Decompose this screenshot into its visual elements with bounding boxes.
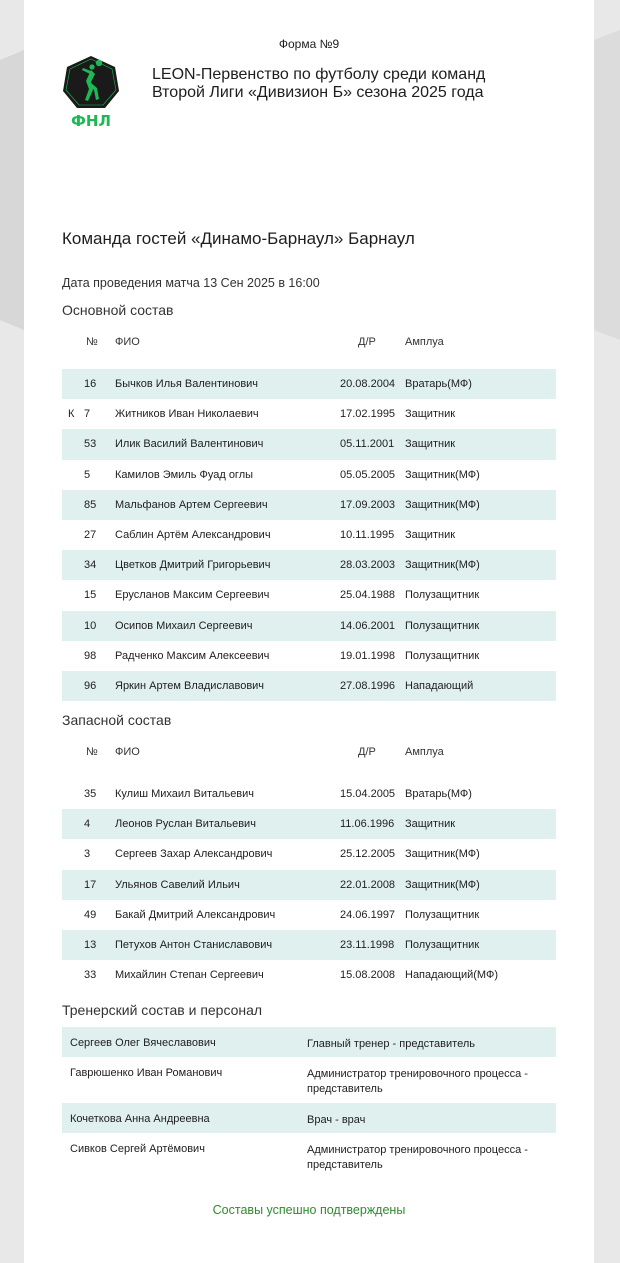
player-name: Саблин Артём Александрович <box>115 528 271 541</box>
player-position: Защитник <box>405 438 456 451</box>
staff-role: Врач - врач <box>307 1114 366 1126</box>
table-row <box>62 960 556 990</box>
player-position: Защитник(МФ) <box>405 468 480 481</box>
main-lineup-table <box>62 369 556 701</box>
player-name: Ульянов Савелий Ильич <box>115 878 240 891</box>
staff-row <box>62 1103 556 1133</box>
staff-name: Сивков Сергей Артёмович <box>70 1143 205 1155</box>
player-number: 49 <box>84 908 97 921</box>
col-dob: Д/Р <box>358 336 376 348</box>
player-name: Мальфанов Артем Сергеевич <box>115 498 268 511</box>
player-name: Осипов Михаил Сергеевич <box>115 619 253 632</box>
player-position: Защитник(МФ) <box>405 848 480 861</box>
logo-text: ФНЛ <box>71 112 111 130</box>
player-name: Бычков Илья Валентинович <box>115 378 259 390</box>
player-position: Полузащитник <box>405 649 480 662</box>
table-row <box>62 839 556 869</box>
player-position: Полузащитник <box>405 619 480 632</box>
table-row <box>62 870 556 900</box>
player-position: Защитник <box>405 528 456 541</box>
table-row <box>62 490 556 520</box>
player-name: Житников Иван Николаевич <box>115 408 259 421</box>
player-number: 4 <box>84 818 91 831</box>
player-name: Леонов Руслан Витальевич <box>115 818 256 831</box>
col-position: Амплуа <box>405 746 444 758</box>
player-dob: 15.04.2005 <box>340 788 396 800</box>
col-name: ФИО <box>115 336 140 348</box>
main-lineup-title: Основной состав <box>62 302 174 318</box>
player-position: Полузащитник <box>405 908 480 921</box>
player-position: Нападающий(МФ) <box>405 969 498 982</box>
player-position: Вратарь(МФ) <box>405 788 472 800</box>
player-dob: 17.02.1995 <box>340 408 396 421</box>
table-row <box>62 399 556 429</box>
player-position: Полузащитник <box>405 589 480 602</box>
player-dob: 10.11.1995 <box>340 528 395 541</box>
player-position: Защитник(МФ) <box>405 498 480 511</box>
player-dob: 27.08.1996 <box>340 679 396 692</box>
player-name: Сергеев Захар Александрович <box>115 848 273 861</box>
player-number: 13 <box>84 938 97 951</box>
fnl-logo <box>61 54 121 130</box>
player-position: Защитник(МФ) <box>405 878 480 891</box>
table-row <box>62 671 556 701</box>
lineup-card <box>24 0 594 1263</box>
table-row <box>62 369 556 399</box>
player-number: 85 <box>84 498 97 511</box>
form-number: Форма №9 <box>278 37 340 51</box>
table-row <box>62 611 556 641</box>
match-date: Дата проведения матча 13 Сен 2025 в 16:00 <box>62 276 320 290</box>
player-number: 7 <box>84 408 91 421</box>
player-name: Бакай Дмитрий Александрович <box>115 908 276 921</box>
table-row <box>62 930 556 960</box>
league-title-line-1: LEON-Первенство по футболу среди команд <box>152 66 486 83</box>
staff-name: Сергеев Олег Вячеславович <box>70 1037 216 1049</box>
player-name: Кулиш Михаил Витальевич <box>115 788 255 800</box>
player-dob: 24.06.1997 <box>340 908 396 921</box>
staff-role: Главный тренер - представитель <box>307 1038 475 1050</box>
player-position: Нападающий <box>405 679 474 692</box>
player-position: Вратарь(МФ) <box>405 378 472 390</box>
league-title <box>152 66 572 102</box>
player-dob: 14.06.2001 <box>340 619 396 632</box>
col-position: Амплуа <box>405 336 444 348</box>
col-dob: Д/Р <box>358 746 376 758</box>
team-title: Команда гостей «Динамо-Барнаул» Барнаул <box>62 229 415 248</box>
player-dob: 22.01.2008 <box>340 878 396 891</box>
player-dob: 17.09.2003 <box>340 498 396 511</box>
table-row <box>62 779 556 809</box>
player-dob: 11.06.1996 <box>340 818 395 831</box>
staff-name: Гаврюшенко Иван Романович <box>70 1067 223 1079</box>
table-row <box>62 550 556 580</box>
player-number: 16 <box>84 378 97 390</box>
player-position: Защитник <box>405 818 456 831</box>
player-position: Полузащитник <box>405 938 480 951</box>
staff-table <box>62 1027 556 1179</box>
subs-header <box>62 746 556 766</box>
player-dob: 20.08.2004 <box>340 378 396 390</box>
player-number: 34 <box>84 559 97 572</box>
player-number: 5 <box>84 468 91 481</box>
staff-role: Администратор тренировочного процесса - представитель <box>307 1144 528 1171</box>
subs-title: Запасной состав <box>62 712 172 728</box>
player-number: 27 <box>84 528 97 541</box>
player-name: Михайлин Степан Сергеевич <box>115 969 264 982</box>
col-name: ФИО <box>115 746 140 758</box>
player-dob: 23.11.1998 <box>340 938 395 951</box>
player-name: Илик Василий Валентинович <box>115 438 264 451</box>
table-row <box>62 520 556 550</box>
player-name: Яркин Артем Владиславович <box>115 679 265 692</box>
player-number: 98 <box>84 649 97 662</box>
staff-title: Тренерский состав и персонал <box>62 1002 263 1018</box>
player-name: Ерусланов Максим Сергеевич <box>115 589 270 602</box>
player-dob: 05.11.2001 <box>340 438 395 451</box>
player-dob: 25.04.1988 <box>340 589 396 602</box>
confirmation-message: Составы успешно подтверждены <box>212 1203 406 1217</box>
player-dob: 19.01.1998 <box>340 649 396 662</box>
col-number: № <box>86 336 98 348</box>
subs-table <box>62 779 556 990</box>
player-name: Петухов Антон Станиславович <box>115 938 273 951</box>
player-number: 53 <box>84 438 97 451</box>
player-number: 96 <box>84 679 97 692</box>
player-number: 3 <box>84 848 91 861</box>
table-row <box>62 900 556 930</box>
player-dob: 05.05.2005 <box>340 468 396 481</box>
player-number: 15 <box>84 589 97 602</box>
table-row <box>62 641 556 671</box>
staff-name: Кочеткова Анна Андреевна <box>70 1113 210 1125</box>
table-row <box>62 580 556 610</box>
staff-role: Администратор тренировочного процесса - представитель <box>307 1068 528 1095</box>
player-name: Цветков Дмитрий Григорьевич <box>115 559 271 572</box>
player-number: 17 <box>84 878 97 891</box>
player-number: 35 <box>84 788 97 800</box>
player-name: Радченко Максим Алексеевич <box>115 649 270 662</box>
table-row <box>62 809 556 839</box>
player-dob: 28.03.2003 <box>340 559 396 572</box>
league-title-line-2: Второй Лиги «Дивизион Б» сезона 2025 года <box>152 84 484 101</box>
staff-row <box>62 1057 556 1103</box>
main-lineup-header <box>62 336 556 356</box>
captain-mark: К <box>68 408 75 421</box>
player-name: Камилов Эмиль Фуад оглы <box>115 468 254 481</box>
player-position: Защитник <box>405 408 456 421</box>
player-dob: 15.08.2008 <box>340 969 396 982</box>
staff-row <box>62 1027 556 1057</box>
player-number: 33 <box>84 969 97 982</box>
staff-row <box>62 1133 556 1179</box>
player-dob: 25.12.2005 <box>340 848 396 861</box>
table-row <box>62 460 556 490</box>
col-number: № <box>86 746 98 758</box>
table-row <box>62 429 556 459</box>
player-number: 10 <box>84 619 97 632</box>
player-position: Защитник(МФ) <box>405 559 480 572</box>
